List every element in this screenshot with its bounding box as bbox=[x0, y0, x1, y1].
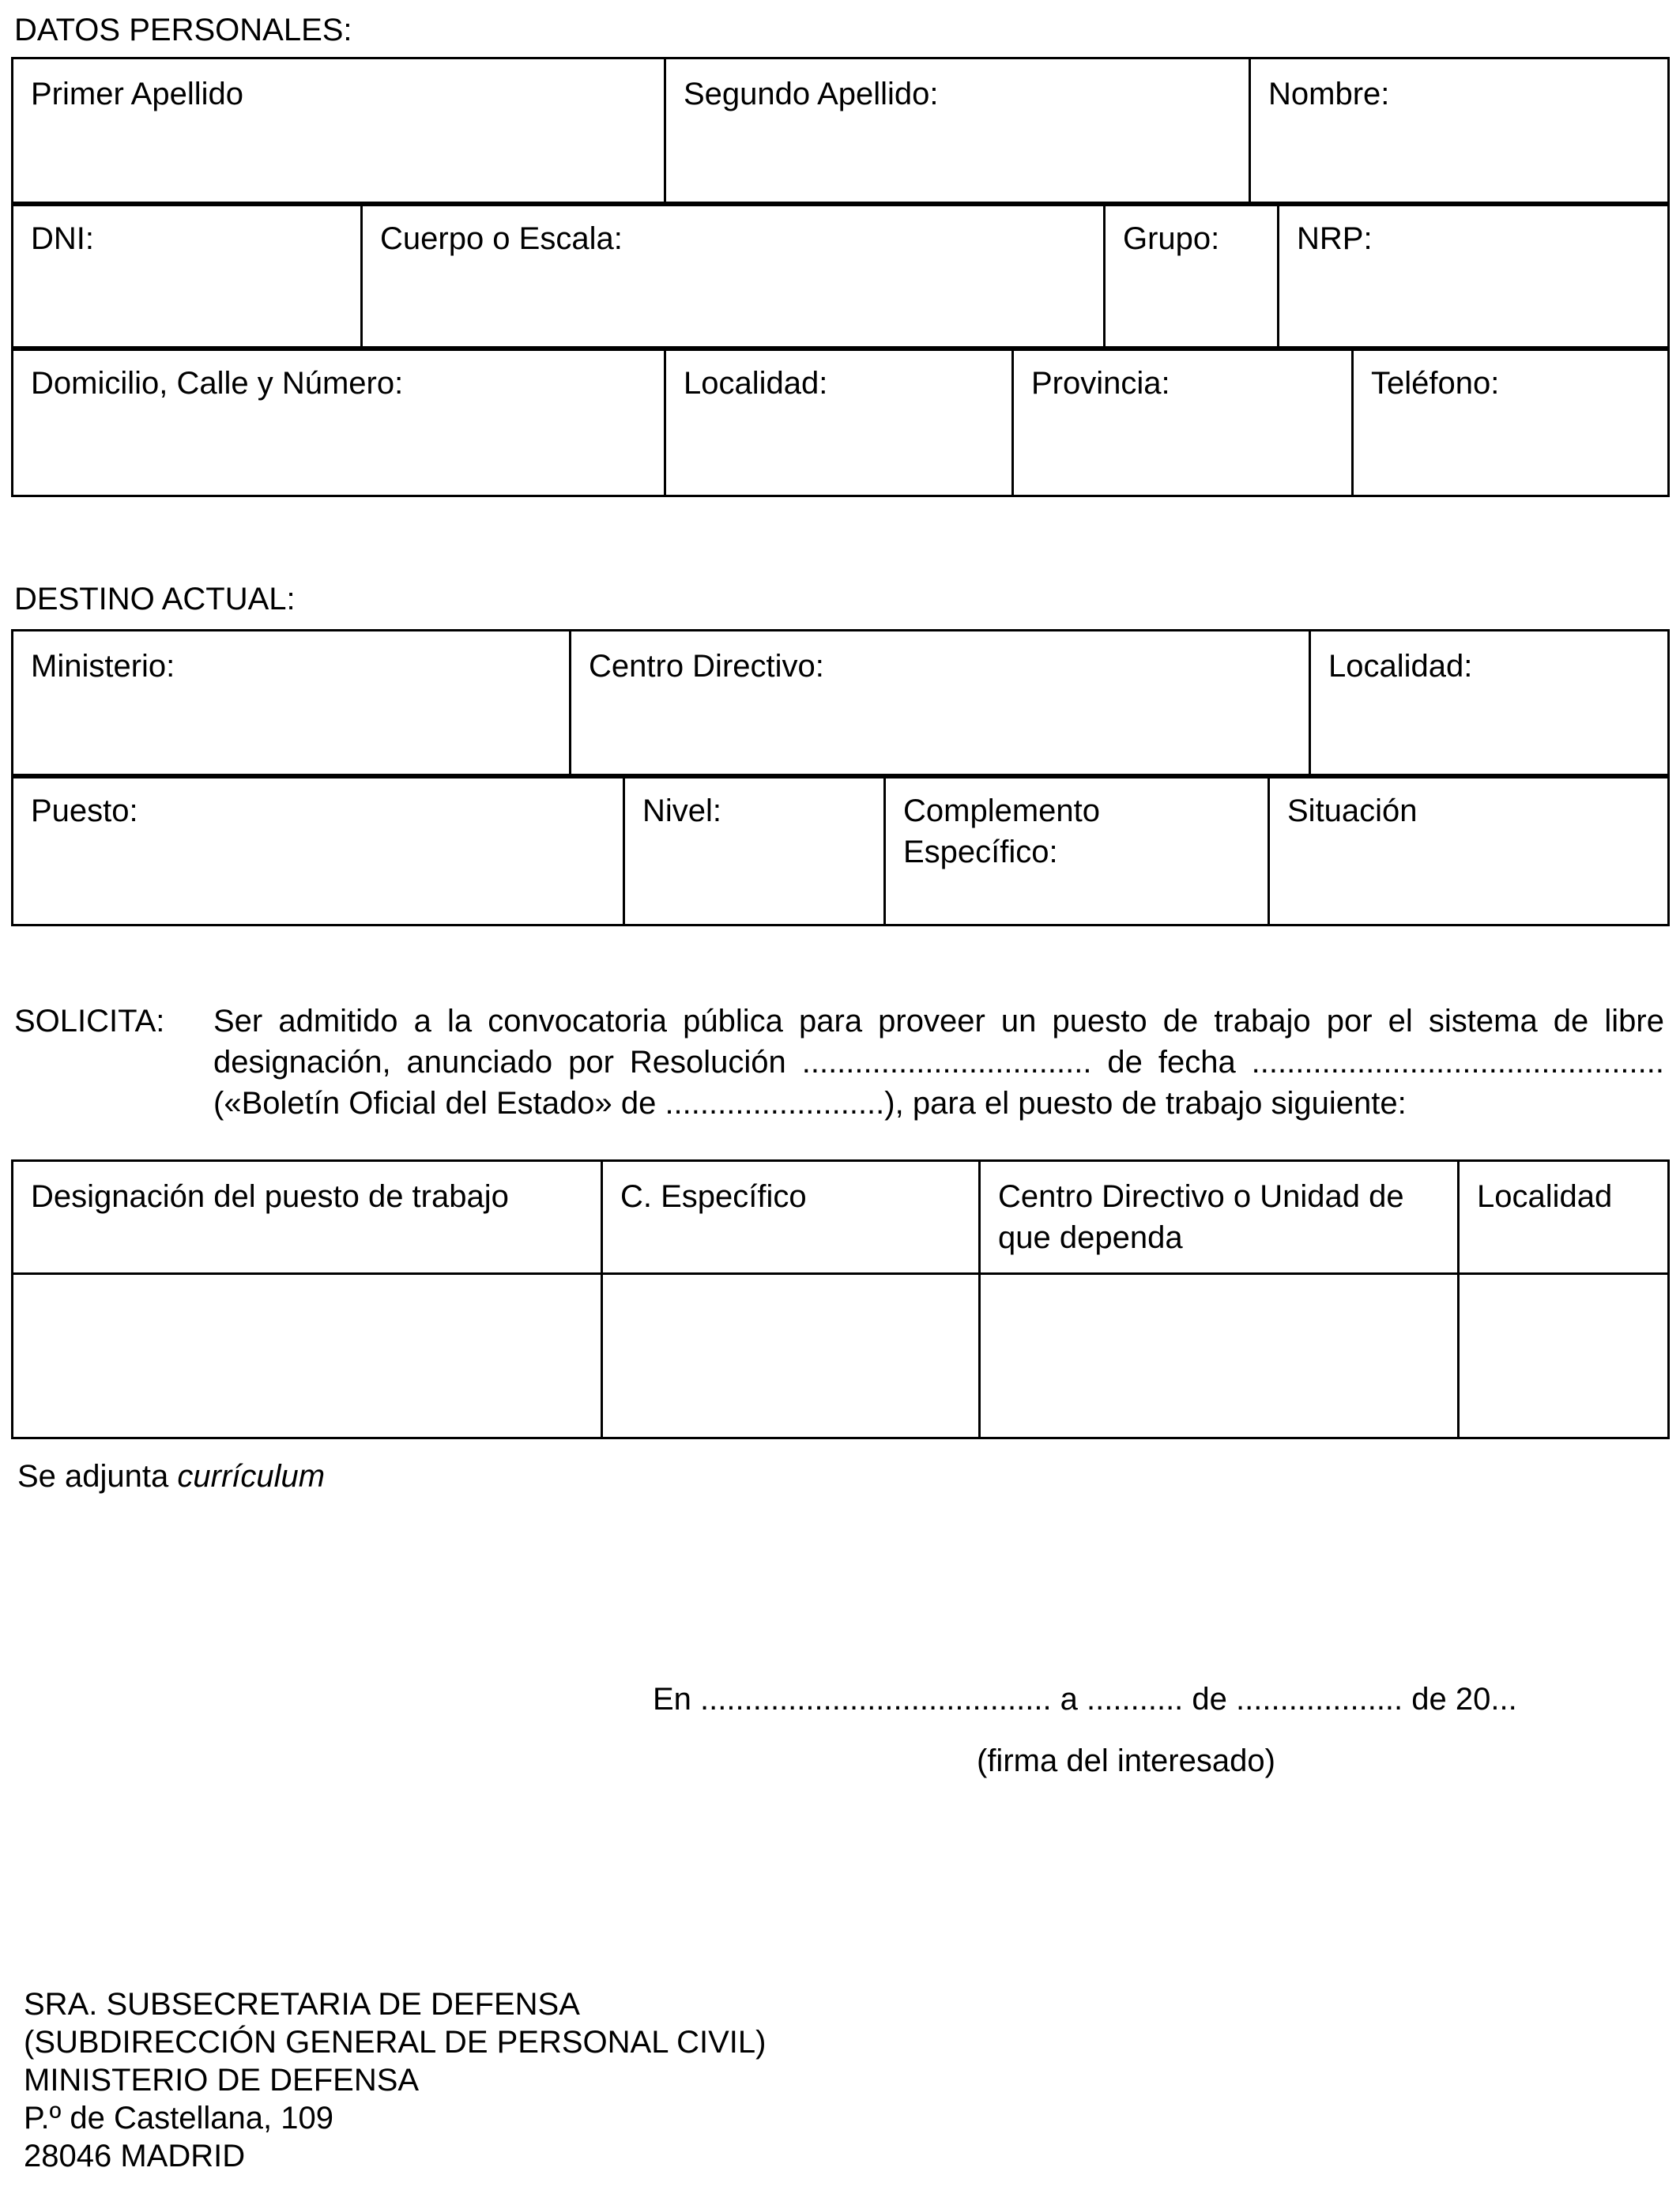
destino-actual-row-2 bbox=[11, 774, 1670, 926]
datos-personales-row-1 bbox=[11, 57, 1670, 206]
field-label: Centro Directivo: bbox=[589, 649, 824, 684]
field-nrp[interactable] bbox=[1279, 203, 1669, 350]
field-complemento-especifico[interactable] bbox=[885, 775, 1269, 925]
destinatario-address bbox=[24, 1985, 766, 2175]
field-label: NRP: bbox=[1297, 221, 1373, 256]
field-ministerio[interactable] bbox=[13, 631, 571, 778]
fecha-line: En ........................................ a ........... de ................... de 20... bbox=[653, 1682, 1517, 1717]
field-dni[interactable] bbox=[13, 203, 362, 350]
solicita-text: Ser admitido a la convocatoria pública para proveer un puesto de trabajo por el sistema de libre designación, anunciado por Resolución ................................. de fecha ............................................... («Boletín Oficial del Estado» de .........................), para el puesto de trabajo siguiente: bbox=[213, 1004, 1664, 1121]
address-line: 28046 MADRID bbox=[24, 2139, 246, 2173]
adjunta-prefix: Se adjunta bbox=[17, 1459, 178, 1494]
field-situacion[interactable] bbox=[1269, 775, 1669, 925]
field-label: Localidad: bbox=[684, 366, 828, 401]
datos-personales-row-3 bbox=[11, 346, 1670, 497]
field-centro-directivo[interactable] bbox=[571, 631, 1310, 778]
field-label: Nivel: bbox=[642, 794, 722, 828]
field-label: Localidad: bbox=[1328, 649, 1473, 684]
field-label: Grupo: bbox=[1123, 221, 1220, 256]
field-cuerpo-escala[interactable] bbox=[362, 203, 1105, 350]
adjunta-line bbox=[17, 1457, 325, 1495]
field-localidad-destino[interactable] bbox=[1310, 631, 1669, 778]
firma-label: (firma del interesado) bbox=[977, 1744, 1275, 1778]
field-label: Puesto: bbox=[31, 794, 138, 828]
field-label: Segundo Apellido: bbox=[684, 77, 939, 111]
column-header-localidad: Localidad bbox=[1459, 1161, 1669, 1274]
field-label: Teléfono: bbox=[1371, 366, 1500, 401]
field-primer-apellido[interactable] bbox=[13, 58, 665, 205]
field-label: Primer Apellido bbox=[31, 77, 244, 111]
puesto-solicitado-table bbox=[11, 1159, 1670, 1439]
cell-c-especifico[interactable] bbox=[602, 1274, 980, 1438]
section-heading-datos-personales: DATOS PERSONALES: bbox=[14, 13, 352, 47]
address-line: (SUBDIRECCIÓN GENERAL DE PERSONAL CIVIL) bbox=[24, 2025, 767, 2060]
field-grupo[interactable] bbox=[1105, 203, 1279, 350]
field-label: DNI: bbox=[31, 221, 94, 256]
field-label: Ministerio: bbox=[31, 649, 175, 684]
cell-localidad[interactable] bbox=[1459, 1274, 1669, 1438]
table-row bbox=[13, 1274, 1669, 1438]
cell-centro-directivo[interactable] bbox=[980, 1274, 1459, 1438]
column-header-centro-directivo: Centro Directivo o Unidad de que dependa bbox=[980, 1161, 1459, 1274]
solicita-label: SOLICITA: bbox=[14, 1004, 165, 1039]
column-header-c-especifico: C. Específico bbox=[602, 1161, 980, 1274]
field-segundo-apellido[interactable] bbox=[665, 58, 1250, 205]
field-label: Domicilio, Calle y Número: bbox=[31, 366, 404, 401]
field-provincia[interactable] bbox=[1013, 348, 1353, 496]
field-localidad[interactable] bbox=[665, 348, 1013, 496]
address-line: P.º de Castellana, 109 bbox=[24, 2101, 333, 2136]
column-header-designacion: Designación del puesto de trabajo bbox=[13, 1161, 602, 1274]
cell-designacion[interactable] bbox=[13, 1274, 602, 1438]
datos-personales-row-2 bbox=[11, 202, 1670, 351]
address-line: SRA. SUBSECRETARIA DE DEFENSA bbox=[24, 1987, 580, 2022]
section-heading-destino-actual: DESTINO ACTUAL: bbox=[14, 582, 296, 616]
field-label: Nombre: bbox=[1268, 77, 1390, 111]
table-header-row bbox=[13, 1161, 1669, 1274]
field-nivel[interactable] bbox=[624, 775, 885, 925]
field-label: Cuerpo o Escala: bbox=[380, 221, 623, 256]
field-domicilio[interactable] bbox=[13, 348, 665, 496]
field-nombre[interactable] bbox=[1250, 58, 1669, 205]
field-label: Situación bbox=[1287, 794, 1418, 828]
field-label: Provincia: bbox=[1031, 366, 1170, 401]
field-label: Complemento Específico: bbox=[903, 794, 1101, 869]
address-line: MINISTERIO DE DEFENSA bbox=[24, 2063, 420, 2098]
field-puesto[interactable] bbox=[13, 775, 624, 925]
destino-actual-row-1 bbox=[11, 629, 1670, 778]
field-telefono[interactable] bbox=[1353, 348, 1669, 496]
adjunta-curriculum: currículum bbox=[177, 1459, 326, 1494]
